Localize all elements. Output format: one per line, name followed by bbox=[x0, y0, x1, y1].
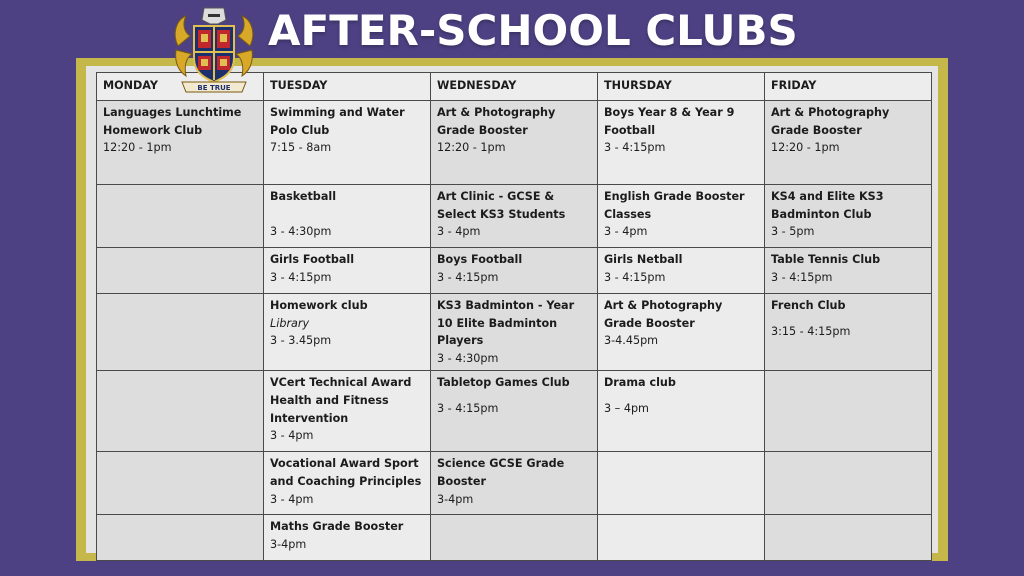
club-name: Swimming and Water Polo Club bbox=[270, 106, 405, 137]
club-cell bbox=[765, 248, 932, 294]
club-cell bbox=[431, 371, 598, 452]
club-time: 12:20 - 1pm bbox=[437, 141, 506, 155]
club-time: 3 - 4:15pm bbox=[604, 270, 666, 284]
timetable-paper bbox=[86, 66, 938, 553]
club-cell bbox=[264, 101, 431, 185]
club-time: 3 - 4pm bbox=[270, 429, 314, 443]
club-cell bbox=[431, 294, 598, 371]
club-cell bbox=[765, 101, 932, 185]
club-cell bbox=[431, 185, 598, 248]
club-cell bbox=[264, 294, 431, 371]
club-name: Girls Netball bbox=[604, 253, 683, 266]
club-name: Art & Photography Grade Booster bbox=[604, 299, 723, 330]
club-time: 3-4pm bbox=[270, 537, 307, 551]
club-name: Table Tennis Club bbox=[771, 253, 881, 266]
empty-cell bbox=[765, 452, 932, 515]
club-name: KS3 Badminton - Year 10 Elite Badminton Players bbox=[437, 299, 575, 348]
empty-cell bbox=[97, 248, 264, 294]
club-name: Homework club bbox=[270, 299, 368, 312]
svg-text:BE TRUE: BE TRUE bbox=[197, 84, 231, 92]
club-time: 3 - 4:30pm bbox=[437, 351, 499, 365]
club-name: Maths Grade Booster bbox=[270, 520, 404, 534]
club-cell bbox=[264, 185, 431, 248]
club-name: Basketball bbox=[270, 190, 337, 203]
empty-cell bbox=[97, 515, 264, 561]
day-header-tuesday: TUESDAY bbox=[264, 73, 431, 101]
empty-cell bbox=[765, 371, 932, 452]
club-name: Art Clinic - GCSE & Select KS3 Students bbox=[437, 190, 566, 221]
club-name: Girls Football bbox=[270, 253, 355, 266]
club-cell bbox=[598, 294, 765, 371]
club-name: Boys Year 8 & Year 9 Football bbox=[604, 106, 735, 137]
club-cell bbox=[598, 101, 765, 185]
club-cell bbox=[598, 185, 765, 248]
club-time: 3 - 4:15pm bbox=[437, 401, 499, 415]
club-time: 12:20 - 1pm bbox=[771, 141, 840, 155]
club-name: Art & Photography Grade Booster bbox=[771, 106, 890, 137]
club-name: Science GCSE Grade Booster bbox=[437, 457, 565, 488]
empty-cell bbox=[97, 185, 264, 248]
club-name: Boys Football bbox=[437, 253, 523, 266]
club-name: Tabletop Games Club bbox=[437, 376, 570, 390]
table-row bbox=[97, 185, 932, 248]
club-location: Library bbox=[270, 316, 310, 330]
club-name: VCert Technical Award Health and Fitness Intervention bbox=[270, 376, 412, 425]
club-cell bbox=[431, 248, 598, 294]
page-title: AFTER-SCHOOL CLUBS bbox=[268, 6, 798, 55]
club-time: 3 - 4:15pm bbox=[604, 141, 666, 155]
table-row bbox=[97, 101, 932, 185]
empty-cell bbox=[97, 452, 264, 515]
club-cell bbox=[765, 294, 932, 371]
day-header-friday: FRIDAY bbox=[765, 73, 932, 101]
club-cell bbox=[765, 185, 932, 248]
club-time: 3-4pm bbox=[437, 492, 474, 506]
club-time: 3 - 3.45pm bbox=[270, 334, 332, 348]
club-name: Art & Photography Grade Booster bbox=[437, 106, 556, 137]
empty-cell bbox=[765, 515, 932, 561]
clubs-timetable bbox=[96, 72, 932, 561]
club-cell bbox=[264, 452, 431, 515]
club-name: KS4 and Elite KS3 Badminton Club bbox=[771, 190, 884, 221]
empty-cell bbox=[97, 294, 264, 371]
empty-cell bbox=[598, 515, 765, 561]
club-time: 3 - 4:15pm bbox=[437, 270, 499, 284]
club-cell bbox=[431, 452, 598, 515]
table-row bbox=[97, 371, 932, 452]
club-time: 3 - 4:30pm bbox=[270, 225, 332, 239]
empty-cell bbox=[431, 515, 598, 561]
club-cell bbox=[97, 101, 264, 185]
day-header-wednesday: WEDNESDAY bbox=[431, 73, 598, 101]
table-row bbox=[97, 294, 932, 371]
club-time: 12:20 - 1pm bbox=[103, 141, 172, 155]
club-cell bbox=[598, 248, 765, 294]
club-cell bbox=[264, 248, 431, 294]
club-time: 3 - 5pm bbox=[771, 225, 815, 239]
empty-cell bbox=[97, 371, 264, 452]
club-name: Drama club bbox=[604, 376, 676, 390]
day-header-monday: MONDAY bbox=[97, 73, 264, 101]
club-time: 3 - 4:15pm bbox=[270, 270, 332, 284]
club-cell bbox=[598, 371, 765, 452]
club-time: 3 - 4pm bbox=[270, 492, 314, 506]
club-name: English Grade Booster Classes bbox=[604, 190, 745, 221]
club-time: 3 - 4pm bbox=[604, 225, 648, 239]
school-crest-icon bbox=[172, 6, 256, 96]
day-header-thursday: THURSDAY bbox=[598, 73, 765, 101]
table-row bbox=[97, 515, 932, 561]
club-name: Languages Lunchtime Homework Club bbox=[103, 106, 242, 137]
club-cell bbox=[264, 371, 431, 452]
club-time: 3 - 4pm bbox=[437, 225, 481, 239]
club-time: 3:15 - 4:15pm bbox=[771, 324, 851, 338]
empty-cell bbox=[598, 452, 765, 515]
table-row bbox=[97, 452, 932, 515]
table-row bbox=[97, 248, 932, 294]
club-name: Vocational Award Sport and Coaching Principles bbox=[270, 457, 422, 488]
timetable-frame bbox=[76, 58, 948, 561]
club-name: French Club bbox=[771, 299, 846, 312]
club-cell bbox=[264, 515, 431, 561]
club-time: 3 - 4:15pm bbox=[771, 270, 833, 284]
club-cell bbox=[431, 101, 598, 185]
club-time: 3-4.45pm bbox=[604, 334, 659, 348]
club-time: 3 – 4pm bbox=[604, 401, 649, 415]
club-time: 7:15 - 8am bbox=[270, 141, 332, 155]
